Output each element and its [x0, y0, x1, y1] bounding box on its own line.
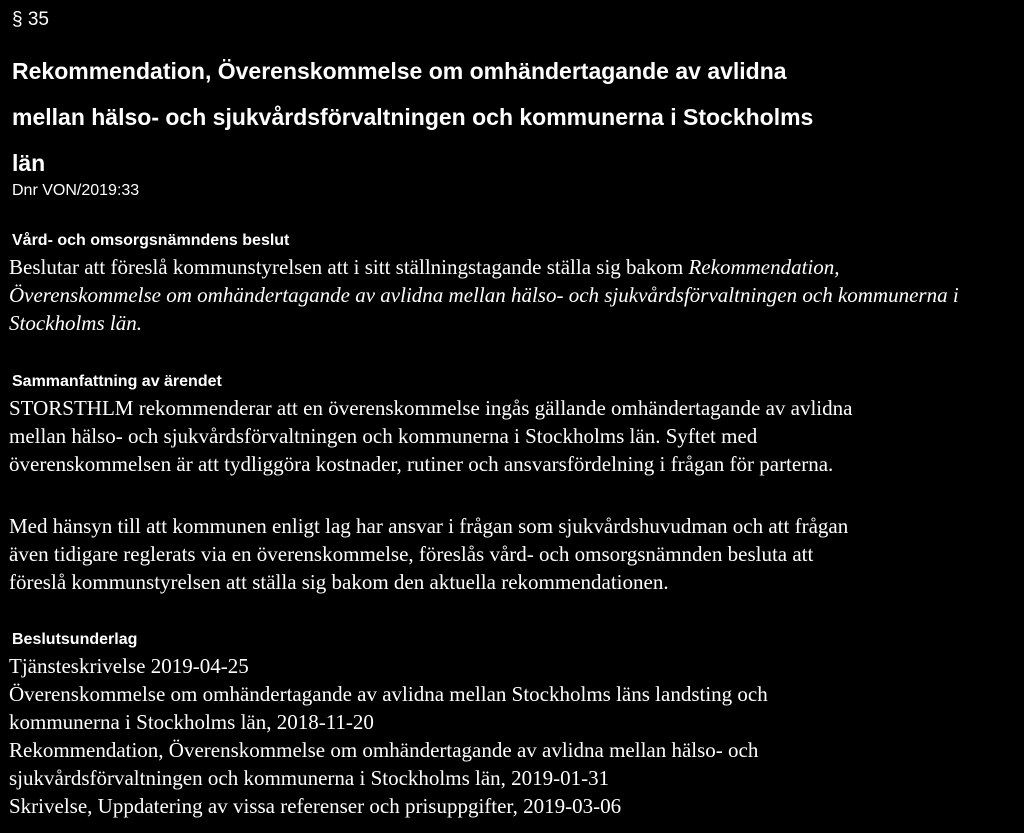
- item-title: [12, 48, 1012, 186]
- decision-section: [9, 229, 1021, 337]
- basis-item: Rekommendation, Överenskommelse om omhändertagande av avlidna mellan hälso- och: [9, 738, 759, 762]
- decision-document-title: Överenskommelse om omhändertagande av avlidna mellan hälso- och sjukvårdsförvaltningen och kommunerna i: [9, 283, 959, 307]
- basis-item: Tjänsteskrivelse 2019-04-25: [9, 654, 249, 678]
- basis-item: sjukvårdsförvaltningen och kommunerna i Stockholms län, 2019-01-31: [9, 766, 610, 790]
- basis-heading: Beslutsunderlag: [12, 631, 138, 648]
- case-number: Dnr VON/2019:33: [12, 182, 140, 199]
- summary-paragraph-line: mellan hälso- och sjukvårdsförvaltningen och kommunerna i Stockholms län. Syftet med: [9, 424, 758, 448]
- decision-heading: Vård- och omsorgsnämndens beslut: [12, 232, 290, 249]
- basis-section: [9, 628, 1021, 820]
- decision-text-plain: Beslutar att föreslå kommunstyrelsen att i sitt ställningstagande ställa sig bakom: [9, 255, 689, 279]
- summary-paragraph-line: Med hänsyn till att kommunen enligt lag har ansvar i frågan som sjukvårdshuvudman och att frågan: [9, 514, 849, 538]
- summary-paragraph-2: [9, 512, 1021, 596]
- summary-heading: Sammanfattning av ärendet: [12, 373, 222, 390]
- summary-paragraph-line: STORSTHLM rekommenderar att en överenskommelse ingås gällande omhändertagande av avlidna: [9, 396, 853, 420]
- summary-paragraph-line: överenskommelsen är att tydliggöra kostnader, rutiner och ansvarsfördelning i frågan för parterna.: [9, 452, 834, 476]
- title-line: Rekommendation, Överenskommelse om omhändertagande av avlidna: [12, 58, 787, 84]
- basis-item: kommunerna i Stockholms län, 2018-11-20: [9, 710, 374, 734]
- decision-text-line: [9, 253, 1021, 281]
- title-line: län: [12, 150, 46, 176]
- section-number: § 35: [12, 9, 49, 30]
- decision-document-title: Stockholms län.: [9, 311, 142, 335]
- basis-item: Överenskommelse om omhändertagande av avlidna mellan Stockholms läns landsting och: [9, 682, 768, 706]
- basis-item: Skrivelse, Uppdatering av vissa referenser och prisuppgifter, 2019-03-06: [9, 794, 622, 818]
- summary-paragraph-line: föreslå kommunstyrelsen att ställa sig bakom den aktuella rekommendationen.: [9, 570, 669, 594]
- summary-section: [9, 370, 1021, 478]
- title-line: mellan hälso- och sjukvårdsförvaltningen och kommunerna i Stockholms: [12, 104, 814, 130]
- decision-document-title: Rekommendation,: [688, 255, 840, 279]
- summary-paragraph-line: även tidigare reglerats via en överenskommelse, föreslås vård- och omsorgsnämnden besluta att: [9, 542, 814, 566]
